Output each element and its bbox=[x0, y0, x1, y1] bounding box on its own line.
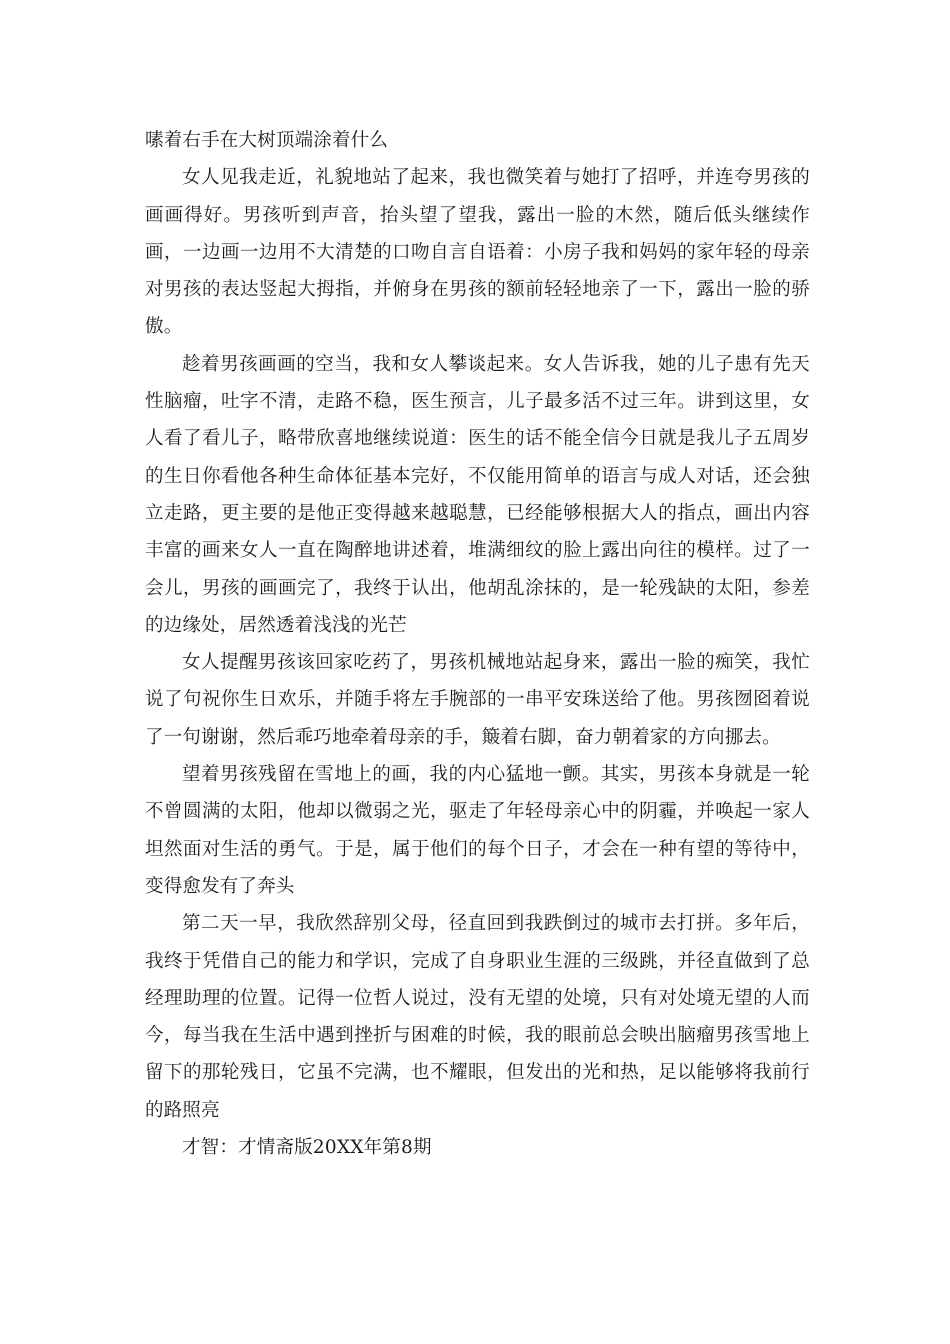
paragraph-6: 第二天一早，我欣然辞别父母，径直回到我跌倒过的城市去打拼。多年后，我终于凭借自己的能力和学识，完成了自身职业生涯的三级跳，并径直做到了总经理助理的位置。记得一位哲人说过，没有无望的处境，只有对处境无望的人而今，每当我在生活中遇到挫折与困难的时候，我的眼前总会映出脑瘤男孩雪地上留下的那轮残日，它虽不完满，也不耀眼，但发出的光和热，足以能够将我前行的路照亮 bbox=[145, 913, 810, 1121]
source-citation: 才智：才情斋版20XX年第8期 bbox=[182, 1137, 432, 1159]
paragraph-1: 嗉着右手在大树顶端涂着什么 bbox=[145, 130, 389, 151]
paragraph-2: 女人见我走近，礼貌地站了起来，我也微笑着与她打了招呼，并连夸男孩的画画得好。男孩听到声音，抬头望了望我，露出一脸的木然，随后低头继续作画，一边画一边用不大清楚的口吻自言自语着：小房子我和妈妈的家年轻的母亲对男孩的表达竖起大拇指，并俯身在男孩的额前轻轻地亲了一下，露出一脸的骄傲。 bbox=[145, 167, 810, 338]
article-body bbox=[145, 122, 810, 1166]
paragraph-4: 女人提醒男孩该回家吃药了，男孩机械地站起身来，露出一脸的痴笑，我忙说了句祝你生日欢乐，并随手将左手腕部的一串平安珠送给了他。男孩囫囵着说了一句谢谢，然后乖巧地牵着母亲的手，簸着右脚，奋力朝着家的方向挪去。 bbox=[145, 652, 810, 748]
paragraph-3: 趁着男孩画画的空当，我和女人攀谈起来。女人告诉我，她的儿子患有先天性脑瘤，吐字不清，走路不稳，医生预言，儿子最多活不过三年。讲到这里，女人看了看儿子，略带欣喜地继续说道：医生的话不能全信今日就是我儿子五周岁的生日你看他各种生命体征基本完好，不仅能用简单的语言与成人对话，还会独立走路，更主要的是他正变得越来越聪慧，已经能够根据大人的指点，画出内容丰富的画来女人一直在陶醉地讲述着，堆满细纹的脸上露出向往的模样。过了一会儿，男孩的画画完了，我终于认出，他胡乱涂抹的，是一轮残缺的太阳，参差的边缘处，居然透着浅浅的光芒 bbox=[145, 353, 810, 636]
paragraph-5: 望着男孩残留在雪地上的画，我的内心猛地一颤。其实，男孩本身就是一轮不曾圆满的太阳，他却以微弱之光，驱走了年轻母亲心中的阴霾，并唤起一家人坦然面对生活的勇气。于是，属于他们的每个日子，才会在一种有望的等待中，变得愈发有了奔头 bbox=[145, 764, 810, 897]
